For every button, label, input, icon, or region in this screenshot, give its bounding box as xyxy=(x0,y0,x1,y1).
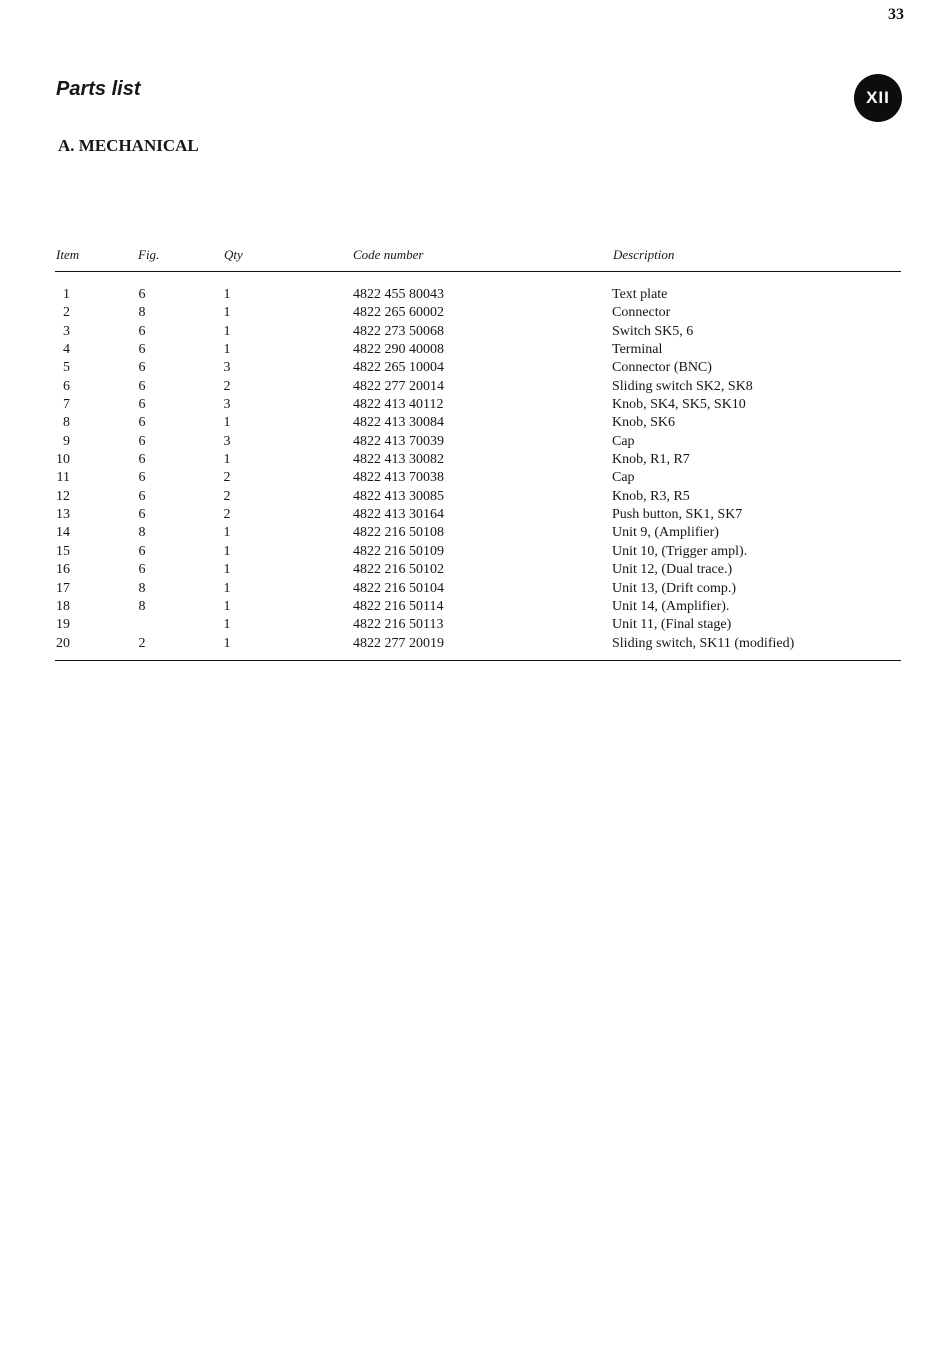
cell-fig: 6 xyxy=(138,433,146,449)
cell-fig: 6 xyxy=(138,562,146,578)
cell-description: Cap xyxy=(612,470,635,486)
cell-qty: 1 xyxy=(223,287,231,302)
cell-item: 10 xyxy=(56,452,70,468)
table-top-rule xyxy=(55,271,901,272)
page-number: 33 xyxy=(888,6,904,23)
cell-code-number: 4822 413 40112 xyxy=(353,397,444,413)
cell-code-number: 4822 273 50068 xyxy=(353,323,444,339)
cell-item: 7 xyxy=(63,397,70,413)
cell-qty: 2 xyxy=(223,507,231,523)
cell-description: Unit 12, (Dual trace.) xyxy=(612,562,733,578)
cell-code-number: 4822 413 30084 xyxy=(353,415,444,431)
cell-qty: 3 xyxy=(223,433,231,449)
cell-fig: 6 xyxy=(138,488,146,504)
table-row xyxy=(0,598,950,616)
cell-fig: 2 xyxy=(138,635,146,651)
cell-code-number: 4822 265 10004 xyxy=(353,360,444,376)
cell-code-number: 4822 216 50114 xyxy=(353,598,444,614)
cell-description: Sliding switch SK2, SK8 xyxy=(612,378,753,394)
table-row xyxy=(0,359,950,377)
cell-fig: 6 xyxy=(138,507,146,523)
cell-code-number: 4822 277 20014 xyxy=(353,378,444,394)
cell-description: Sliding switch, SK11 (modified) xyxy=(612,635,795,651)
cell-item: 13 xyxy=(56,507,70,523)
cell-item: 17 xyxy=(56,580,70,596)
cell-fig: 6 xyxy=(138,378,146,394)
cell-description: Unit 13, (Drift comp.) xyxy=(612,580,737,596)
cell-code-number: 4822 413 30082 xyxy=(353,452,444,468)
table-row xyxy=(0,506,950,524)
cell-code-number: 4822 413 70038 xyxy=(353,470,444,486)
cell-fig: 8 xyxy=(138,580,146,596)
cell-code-number: 4822 290 40008 xyxy=(353,342,444,358)
cell-code-number: 4822 216 50108 xyxy=(353,525,444,541)
cell-fig: 6 xyxy=(138,287,146,302)
cell-item: 6 xyxy=(63,378,70,394)
cell-code-number: 4822 216 50113 xyxy=(353,617,444,633)
cell-code-number: 4822 455 80043 xyxy=(353,287,444,302)
table-row xyxy=(0,469,950,487)
cell-description: Knob, R3, R5 xyxy=(612,488,690,504)
cell-qty: 2 xyxy=(223,470,231,486)
cell-qty: 1 xyxy=(223,415,231,431)
cell-qty: 2 xyxy=(223,378,231,394)
cell-item: 12 xyxy=(56,488,70,504)
table-row xyxy=(0,433,950,451)
cell-item: 3 xyxy=(63,323,70,339)
table-row xyxy=(0,341,950,359)
header-description: Description xyxy=(613,247,675,262)
cell-description: Unit 11, (Final stage) xyxy=(612,617,732,633)
cell-code-number: 4822 265 60002 xyxy=(353,305,444,321)
cell-qty: 3 xyxy=(223,360,231,376)
parts-table-body xyxy=(0,286,950,653)
cell-qty: 1 xyxy=(223,580,231,596)
cell-description: Terminal xyxy=(612,342,663,358)
cell-qty: 3 xyxy=(223,397,231,413)
cell-description: Knob, R1, R7 xyxy=(612,452,690,468)
table-row xyxy=(0,488,950,506)
cell-code-number: 4822 216 50109 xyxy=(353,543,444,559)
cell-fig: 6 xyxy=(138,543,146,559)
cell-item: 18 xyxy=(56,598,70,614)
table-row xyxy=(0,286,950,304)
cell-fig: 6 xyxy=(138,415,146,431)
cell-code-number: 4822 413 30085 xyxy=(353,488,444,504)
cell-description: Unit 10, (Trigger ampl). xyxy=(612,543,748,559)
table-bottom-rule xyxy=(55,660,901,661)
table-row xyxy=(0,304,950,322)
cell-fig: 6 xyxy=(138,342,146,358)
table-row xyxy=(0,616,950,634)
table-row xyxy=(0,580,950,598)
cell-qty: 1 xyxy=(223,617,231,633)
cell-code-number: 4822 216 50104 xyxy=(353,580,444,596)
cell-code-number: 4822 277 20019 xyxy=(353,635,444,651)
cell-fig: 6 xyxy=(138,470,146,486)
table-row xyxy=(0,378,950,396)
table-row xyxy=(0,451,950,469)
cell-description: Knob, SK6 xyxy=(612,415,676,431)
header-code-number: Code number xyxy=(353,247,424,262)
section-heading: A. MECHANICAL xyxy=(58,136,199,155)
cell-fig: 8 xyxy=(138,525,146,541)
cell-item: 19 xyxy=(56,617,70,633)
cell-code-number: 4822 413 30164 xyxy=(353,507,444,523)
cell-qty: 1 xyxy=(223,323,231,339)
table-row xyxy=(0,396,950,414)
cell-item: 8 xyxy=(63,415,70,431)
page-title: Parts list xyxy=(56,78,141,100)
cell-qty: 1 xyxy=(223,598,231,614)
cell-qty: 1 xyxy=(223,635,231,651)
cell-fig: 6 xyxy=(138,323,146,339)
cell-qty: 1 xyxy=(223,525,231,541)
table-row xyxy=(0,524,950,542)
header-item: Item xyxy=(56,247,80,262)
cell-item: 9 xyxy=(63,433,70,449)
cell-description: Push button, SK1, SK7 xyxy=(612,507,743,523)
table-row xyxy=(0,635,950,653)
cell-fig: 8 xyxy=(138,598,146,614)
cell-description: Unit 14, (Amplifier). xyxy=(612,598,730,614)
cell-description: Unit 9, (Amplifier) xyxy=(612,525,719,541)
cell-fig: 6 xyxy=(138,452,146,468)
chapter-badge: XII xyxy=(854,74,902,122)
header-fig: Fig. xyxy=(138,247,160,262)
cell-fig: 6 xyxy=(138,397,146,413)
cell-description: Connector xyxy=(612,305,671,321)
cell-qty: 1 xyxy=(223,452,231,468)
cell-item: 15 xyxy=(56,543,70,559)
cell-description: Text plate xyxy=(612,287,668,302)
cell-code-number: 4822 413 70039 xyxy=(353,433,444,449)
cell-item: 14 xyxy=(56,525,70,541)
cell-fig: 6 xyxy=(138,360,146,376)
cell-qty: 1 xyxy=(223,562,231,578)
cell-item: 2 xyxy=(63,305,70,321)
cell-item: 1 xyxy=(63,287,70,302)
cell-description: Switch SK5, 6 xyxy=(612,323,694,339)
cell-code-number: 4822 216 50102 xyxy=(353,562,444,578)
cell-item: 11 xyxy=(56,470,70,486)
cell-item: 20 xyxy=(56,635,70,651)
cell-item: 5 xyxy=(63,360,70,376)
cell-fig: 8 xyxy=(138,305,146,321)
table-row xyxy=(0,323,950,341)
table-row xyxy=(0,414,950,432)
header-qty: Qty xyxy=(224,247,243,262)
cell-item: 4 xyxy=(63,342,70,358)
cell-qty: 1 xyxy=(223,342,231,358)
cell-qty: 1 xyxy=(223,543,231,559)
table-row xyxy=(0,543,950,561)
cell-qty: 1 xyxy=(223,305,231,321)
cell-description: Connector (BNC) xyxy=(612,360,712,376)
cell-qty: 2 xyxy=(223,488,231,504)
table-row xyxy=(0,561,950,579)
table-header xyxy=(0,247,950,267)
cell-description: Knob, SK4, SK5, SK10 xyxy=(612,397,746,413)
cell-item: 16 xyxy=(56,562,70,578)
cell-description: Cap xyxy=(612,433,635,449)
